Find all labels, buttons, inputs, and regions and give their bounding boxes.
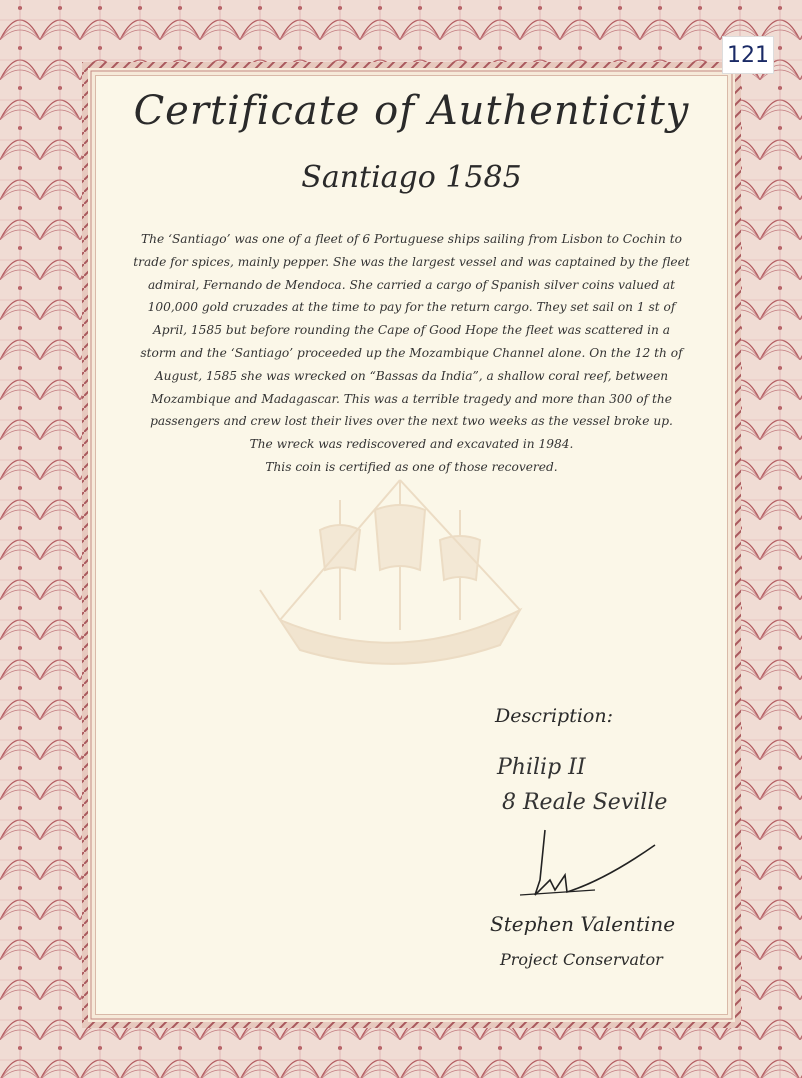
body-line: This coin is certified as one of those recovered.: [265, 459, 558, 474]
body-line: The wreck was rediscovered and excavated in 1984.: [249, 437, 574, 452]
body-line: August, 1585 she was wrecked on “Bassas da India”, a shallow coral reef, between: [154, 368, 669, 383]
body-line: admiral, Fernando de Mendoca. She carried a cargo of Spanish silver coins valued at: [147, 277, 676, 292]
signatory-role: Project Conservator: [500, 950, 663, 969]
signature-icon: [505, 820, 685, 920]
body-line: 100,000 gold cruzades at the time to pay for the return cargo. They set sail on 1 st of: [147, 300, 676, 315]
certificate-title: Certificate of Authenticity: [133, 88, 690, 134]
tag-number: 121: [722, 36, 774, 74]
ship-watermark: [250, 470, 550, 700]
body-line: storm and the ‘Santiago’ proceeded up the Mozambique Channel alone. On the 12 th of: [140, 345, 683, 360]
certificate-body: [100, 228, 723, 479]
description-label: Description:: [495, 705, 613, 727]
description-line-1: Philip II: [497, 755, 586, 780]
body-line: April, 1585 but before rounding the Cape of Good Hope the fleet was scattered in a: [152, 323, 671, 338]
body-line: Mozambique and Madagascar. This was a terrible tragedy and more than 300 of the: [151, 391, 672, 406]
body-line: The ‘Santiago’ was one of a fleet of 6 Portuguese ships sailing from Lisbon to Cochin to: [141, 232, 682, 246]
body-line: passengers and crew lost their lives over the next two weeks as the vessel broke up.: [150, 414, 673, 429]
description-line-2: 8 Reale Seville: [502, 790, 668, 815]
body-line: trade for spices, mainly pepper. She was the largest vessel and was captained by the fleet: [133, 254, 690, 269]
certificate-subtitle: Santiago 1585: [301, 160, 522, 195]
signatory-name: Stephen Valentine: [490, 912, 676, 936]
